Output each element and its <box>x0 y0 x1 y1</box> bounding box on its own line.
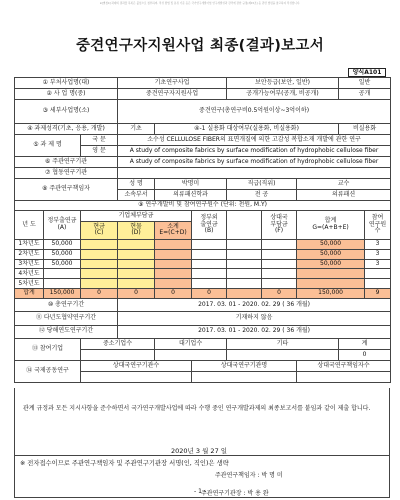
funding-cash <box>81 269 118 279</box>
funding-sum-people: 9 <box>365 289 391 299</box>
pi-name-value: 박명미 <box>155 179 227 190</box>
funding-cash <box>81 239 118 249</box>
field-value-security-level: 일반 <box>339 78 391 89</box>
funding-sum-blank <box>227 289 262 299</box>
funding-cash <box>81 279 118 289</box>
funding-local <box>192 279 227 289</box>
funding-header-people: 참여 연구원수 <box>365 211 391 240</box>
firms-value-sme <box>81 349 155 360</box>
field-label-ministry-program: ① 부처사업명(대) <box>15 78 118 89</box>
funding-people <box>365 269 391 279</box>
pi-rank-value: 교수 <box>297 179 391 190</box>
page-title: 중견연구자지원사업 최종(결과)보고서 <box>75 38 325 54</box>
funding-gov <box>44 279 81 289</box>
funding-sub <box>155 239 192 249</box>
footnote: ※ 전자접수이므로 주관연구책임자 및 주관연구기관장 서명(인, 직인)은 생략 <box>20 460 229 467</box>
funding-year: 5차년도 <box>15 279 44 289</box>
funding-cash <box>81 259 118 269</box>
field-label-project-title: ⑤ 과 제 명 <box>15 135 81 157</box>
table-row-total <box>15 289 391 299</box>
field-value-total-period: 2017. 03. 01 - 2020. 02. 29 ( 36 개월) <box>118 299 391 312</box>
intl-header-count: 상대국연구기관수 <box>81 360 192 371</box>
funding-people <box>365 279 391 289</box>
funding-gov <box>44 269 81 279</box>
field-label-total-period: ⑩ 총연구기간 <box>15 299 118 312</box>
firms-value-other <box>227 349 339 360</box>
funding-year: 3차년도 <box>15 259 44 269</box>
funding-local <box>192 239 227 249</box>
funding-sum-gov: 150,000 <box>44 289 81 299</box>
page-number: - 1 - <box>194 488 206 495</box>
funding-sum-cash: 0 <box>81 289 118 299</box>
funding-blank <box>227 239 262 249</box>
funding-total <box>297 269 365 279</box>
table-row <box>15 279 391 289</box>
pi-rank-label: 직급(직위) <box>227 179 297 190</box>
funding-total: 50,000 <box>297 259 365 269</box>
funding-header-gov: 정부출연금 (A) <box>44 211 81 240</box>
funding-header-corp: 기업체부담금 <box>81 211 192 222</box>
firms-header-large: 대기업수 <box>155 338 227 349</box>
funding-other <box>262 279 297 289</box>
pi-dept-value: 의류패션학과 <box>155 190 227 201</box>
funding-header-cash: 현금 (C) <box>81 222 118 240</box>
field-value-multiyear-period: 기재하지 않음 <box>118 312 391 325</box>
funding-blank <box>227 279 262 289</box>
funding-local <box>192 269 227 279</box>
funding-sub <box>155 259 192 269</box>
funding-other <box>262 259 297 269</box>
funding-kind <box>118 279 155 289</box>
funding-sub <box>155 249 192 259</box>
funding-caption: ⑨ 연구개발비 및 참여연구원수 (단위: 천원, M.Y) <box>15 201 391 211</box>
funding-other <box>262 239 297 249</box>
funding-header-blank <box>227 211 262 240</box>
field-label-principal-investigator: ⑧ 주관연구책임자 <box>15 179 118 201</box>
pi-major-value: 의류패션 <box>297 190 391 201</box>
funding-header-total: 합계 G=(A+B+E) <box>297 211 365 240</box>
field-label-sub-program: ③ 세부사업명(소) <box>15 100 118 124</box>
funding-kind <box>118 259 155 269</box>
submission-statement: 관계 규정과 모든 지시사항을 준수하면서 국가연구개발사업에 따라 수행 중인 연구개발과제의 최종보고서를 붙임과 같이 제출 합니다. <box>23 405 371 412</box>
form-number-badge: 양식A101 <box>348 68 386 77</box>
field-value-disclosure: 공개 <box>339 89 391 100</box>
firms-header-sum: 계 <box>339 338 391 349</box>
pi-dept-label: 소속부서 <box>118 190 155 201</box>
field-label-title-korean: 국 문 <box>81 135 118 146</box>
funding-year: 4차년도 <box>15 269 44 279</box>
field-label-participating-firms: ⑬ 참여기업 <box>15 338 81 360</box>
funding-local <box>192 249 227 259</box>
firms-header-other: 기타 <box>227 338 339 349</box>
field-label-project-type: ④ 과제성격(기초, 응용, 개발) <box>15 124 118 135</box>
funding-people: 3 <box>365 259 391 269</box>
firms-header-sme: 중소기업수 <box>81 338 155 349</box>
funding-header-other: 상대국 부담금 (F) <box>262 211 297 240</box>
field-label-disclosure: 공개가능여부(공개, 비공개) <box>227 89 339 100</box>
funding-header-kind: 현물 (D) <box>118 222 155 240</box>
signature-institution-head: 주관연구기관장 : 박 용 완 <box>201 490 269 497</box>
funding-sum-kind: 0 <box>118 289 155 299</box>
signature-lead-researcher: 주관연구책임자 : 박 명 미 <box>215 472 283 479</box>
table-row <box>15 259 391 269</box>
pi-major-label: 전 공 <box>227 190 297 201</box>
header-note: ※[별첨4] 과제의 결과물 목록은 붙임으로 첨부하며, 작성 방법 및 분류 기준 등은 국가연구개발사업 연구개발성과 관리에 관한 규정(제15조) 등 관련 법령을 참고하여 작성합니다. <box>99 2 301 5</box>
field-value-partner-institution <box>118 168 391 179</box>
funding-people: 3 <box>365 239 391 249</box>
funding-cash <box>81 249 118 259</box>
funding-sum-other: 0 <box>262 289 297 299</box>
funding-sum-year: 합계 <box>15 289 44 299</box>
funding-sum-total: 150,000 <box>297 289 365 299</box>
field-label-international: ⑭ 국제공동연구 <box>15 360 81 382</box>
intl-value-count <box>81 371 192 382</box>
funding-header-subtotal: 소계 E=(C+D) <box>155 222 192 240</box>
field-label-program-name: ② 사 업 명(중) <box>15 89 118 100</box>
funding-year: 2차년도 <box>15 249 44 259</box>
funding-other <box>262 249 297 259</box>
intl-header-pi: 상대국연구책임자수 <box>297 360 391 371</box>
footnote-divider <box>14 455 390 456</box>
field-value-sub-program: 중견연구(총연구비0.5억원이상~3억이하) <box>118 100 391 124</box>
funding-sum-local: 0 <box>192 289 227 299</box>
field-label-security-level: 보안등급(보안, 일반) <box>227 78 339 89</box>
funding-local <box>192 259 227 269</box>
submission-date: 2020년 3 월 27 일 <box>171 447 228 455</box>
submission-section <box>14 388 390 498</box>
field-value-title-korean: 소수성 CELLULOSE FIBER의 표면개질에 의한 고감성 복합소재 개발에 관한 연구 <box>118 135 391 146</box>
field-value-program-name: 중견연구자지원사업 <box>118 89 227 100</box>
field-label-commercialization: ④-1 실용화 대상여부(실용화, 비실용화) <box>155 124 339 135</box>
table-row <box>15 239 391 249</box>
intl-header-name: 상대국연구기관명 <box>192 360 297 371</box>
firms-value-sum: 0 <box>339 349 391 360</box>
funding-kind <box>118 239 155 249</box>
funding-people: 3 <box>365 249 391 259</box>
field-value-current-period: 2017. 03. 01 - 2020. 02. 29 ( 36 개월) <box>118 325 391 338</box>
pi-name-label: 성 명 <box>118 179 155 190</box>
field-label-lead-institution: ⑥ 주관연구기관 <box>15 157 118 168</box>
funding-sub <box>155 279 192 289</box>
funding-sum-sub: 0 <box>155 289 192 299</box>
field-value-title-english: A study of composite fabrics by surface modification of hydrophobic cellulose fiber <box>118 146 391 157</box>
field-label-multiyear-period: ⑪ 다년도협약연구기간 <box>15 312 118 325</box>
field-value-commercialization: 비실용화 <box>339 124 391 135</box>
table-row <box>15 249 391 259</box>
funding-gov: 50,000 <box>44 239 81 249</box>
field-label-title-english: 영 문 <box>81 146 118 157</box>
firms-value-large <box>155 349 227 360</box>
field-value-project-type: 기초 <box>118 124 155 135</box>
table-row <box>15 269 391 279</box>
funding-total: 50,000 <box>297 239 365 249</box>
funding-gov: 50,000 <box>44 259 81 269</box>
funding-kind <box>118 249 155 259</box>
funding-other <box>262 269 297 279</box>
field-value-lead-institution: A study of composite fabrics by surface modification of hydrophobic cellulose fiber <box>118 157 391 168</box>
funding-blank <box>227 249 262 259</box>
field-label-current-period: ⑫ 당해연도연구기간 <box>15 325 118 338</box>
funding-gov: 50,000 <box>44 249 81 259</box>
funding-total: 50,000 <box>297 249 365 259</box>
funding-header-year: 년 도 <box>15 211 44 240</box>
funding-sub <box>155 269 192 279</box>
intl-value-name <box>192 371 297 382</box>
funding-kind <box>118 269 155 279</box>
funding-blank <box>227 269 262 279</box>
field-label-partner-institution: ⑦ 협동연구기관 <box>15 168 118 179</box>
funding-header-local: 정부외 출연금 (B) <box>192 211 227 240</box>
report-form-table <box>14 77 391 383</box>
funding-year: 1차년도 <box>15 239 44 249</box>
intl-value-pi <box>297 371 391 382</box>
field-value-ministry-program: 기초연구사업 <box>118 78 227 89</box>
funding-blank <box>227 259 262 269</box>
funding-total <box>297 279 365 289</box>
